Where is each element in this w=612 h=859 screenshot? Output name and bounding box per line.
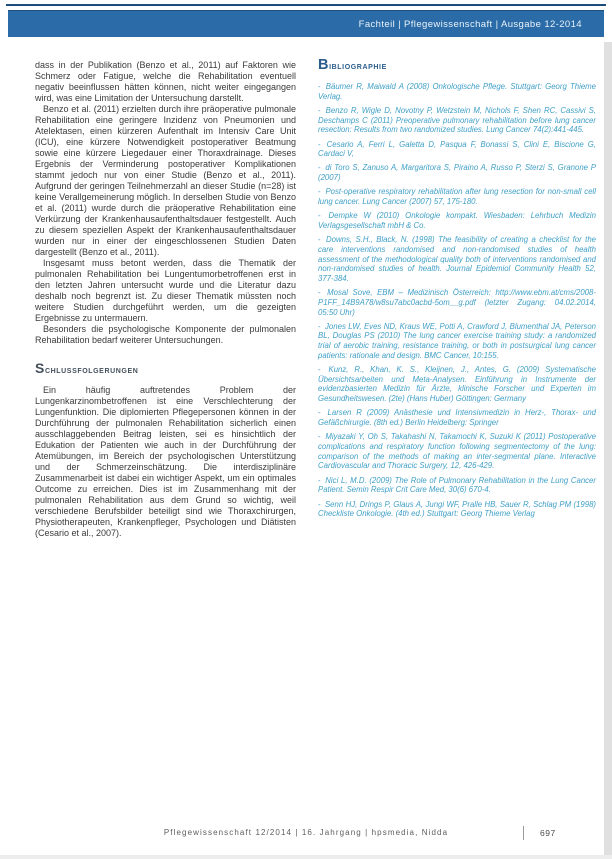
- page-edge-bottom: [0, 855, 612, 859]
- page-footer: [0, 826, 612, 842]
- bibliography-entry: - Senn HJ, Drings P, Glaus A, Jungi WF, Pralle HB, Sauer R, Schlag PM (1998) Checkliste Onkologie. (4th ed.) Stuttgart: Georg Thieme Verlag: [318, 499, 596, 519]
- bibliography-entry: - di Toro S, Zanuso A, Margaritora S, Piraino A, Russo P, Sterzi S, Granone P (2007): [318, 163, 596, 183]
- bibliography-entry: - Post-operative respiratory rehabilitation after lung resection for non-small cell lung cancer. Lung Cancer (2007) 57, 175-180.: [318, 187, 596, 207]
- bibliography-entry: - Kunz, R., Khan, K. S., Kleijnen, J., Antes, G. (2009) Systematische Übersichtsarbeiten und Meta-Analysen. Einführung in Instrumente der evidenzbasierten Medizin für Ärzte, klinische Forscher und Experten im Gesundheitswesen. (2te) (Hans Huber) Göttingen: Germany: [318, 365, 596, 404]
- body-paragraph: Besonders die psychologische Komponente der pulmonalen Rehabilitation bedarf weiterer Untersuchungen.: [35, 324, 296, 345]
- header-journal-info: Fachteil | Pflegewissenschaft | Ausgabe 12-2014: [358, 18, 582, 30]
- bibliography-entry-bullet: -: [318, 82, 321, 91]
- bibliography-entry: - Dempke W (2010) Onkologie kompakt. Wiesbaden: Lehrbuch Medizin Verlagsgesellschaft mbH & Co.: [318, 211, 596, 230]
- bibliography-entry-bullet: -: [318, 187, 321, 197]
- page-number: 697: [540, 828, 556, 838]
- bibliography-entry: - Jones LW, Eves ND, Kraus WE, Potti A, Crawford J, Blumenthal JA, Peterson BL, Douglas PS (2010) The lung cancer exercise training study: a randomized trial of aerobic training, resistance training, or both in postsurgical lung cancer patients: rationale and design. BMC Cancer, 10:155.: [318, 321, 596, 360]
- section-heading: Schlussfolgerungen: [35, 360, 139, 376]
- left-text-column: [35, 60, 296, 539]
- page-header-bar: [8, 10, 604, 37]
- bibliography-entry: - Cesario A, Ferri L, Galetta D, Pasqua F, Bonassi S, Clini E, Biscione G, Cardaci V,: [318, 139, 596, 159]
- body-paragraph: dass in der Publikation (Benzo et al., 2011) auf Faktoren wie Schmerz oder Fatigue, welche die Rehabilitation eventuell negativ beeinflussen hätten können, nicht weiter eingegangen wird, was eine Limitation der Untersuchung darstellt.: [35, 60, 296, 103]
- bibliography-entry: - Nici L, M.D. (2009) The Role of Pulmonary Rehabilitation in the Lung Cancer Patient. Semin Respir Crit Care Med, 30(6) 670-4.: [318, 475, 596, 495]
- page-edge-right: [604, 42, 612, 859]
- bibliography-entry-bullet: -: [318, 432, 321, 442]
- bibliography-entry-bullet: -: [318, 321, 321, 331]
- bibliography-entry-bullet: -: [318, 211, 321, 221]
- header-top-rule: [6, 4, 606, 6]
- bibliography-entry: - Larsen R (2009) Anästhesie und Intensivmedizin in Herz-, Thorax- und Gefäßchirurgie. (8th ed.) Berlin Heidelberg: Springer: [318, 408, 596, 428]
- bibliography-entry: - Bäumer R, Maiwald A (2008) Onkologische Pflege. Stuttgart: Georg Thieme Verlag.: [318, 82, 596, 101]
- body-paragraph: Insgesamt muss betont werden, dass die Thematik der pulmonalen Rehabilitation bei Lungentumorbetroffenen erst in den letzten Jahren untersucht wurde und die Literatur dazu deshalb noch begrenzt ist. Zu dieser Thematik müssten noch weitere Studien durchgeführt werden, um die gezeigten Ergebnisse zu untermauern.: [35, 258, 296, 323]
- bibliography-entry-bullet: -: [318, 288, 321, 298]
- left-column-blocks: [35, 60, 296, 539]
- bibliography-entry: - Mosal Sove, EBM – Medizinisch Österreich: http://www.ebm.at/cms/2008-P1FF_14B9A78/w8su7abc0acbd-5om__g.pdf (letzter Zugang: 04.02.2014, 05:50 Uhr): [318, 288, 596, 317]
- bibliography-entries: [318, 82, 596, 519]
- bibliography-entry-bullet: -: [318, 365, 321, 375]
- body-paragraph: Ein häufig auftretendes Problem der Lungenkarzinombetroffenen ist eine Verschlechterung der Lungenfunktion. Die diplomierten Pflegepersonen können in der Durchführung der pulmonalen Rehabilitation sicherlich einen ausschlaggebenden Beitrag leisten, sei es hinsichtlich der Edukation der Patienten wie auch in der Durchführung der Atemübungen, im Bereich der psychologischen Unterstützung und der Schmerzeinschätzung. Die interdisziplinäre Zusammenarbeit ist dabei ein wichtiger Aspekt, um ein optimales Outcome zu erreichen. Dies ist im Zusammenhang mit der pulmonalen Rehabilitation aus dem Grund so wichtig, weil verschiedene Berufsbilder beteiligt sind wie Thoraxchirurgen, Physiotherapeuten, Krankenpfleger, Psychologen und Diätisten (Cesario et al., 2007).: [35, 385, 296, 538]
- bibliography-entry-bullet: -: [318, 499, 321, 509]
- bibliography-entry: - Benzo R, Wigle D, Novotny P, Wetzstein M, Nichols F, Shen RC, Cassivi S, Deschamps C (2011) Preoperative pulmonary rehabilitation before lung cancer resection: Results from two randomized studies. Lung Cancer 74(2):441-445.: [318, 105, 596, 135]
- bibliography-entry-bullet: -: [318, 105, 321, 115]
- bibliography-entry-bullet: -: [318, 139, 321, 149]
- bibliography-heading: Bibliographie: [318, 57, 387, 73]
- bibliography-entry-bullet: -: [318, 163, 321, 173]
- bibliography-entry-bullet: -: [318, 235, 321, 245]
- body-paragraph: Benzo et al. (2011) erzielten durch ihre präoperative pulmonale Rehabilitation eine geringere Inzidenz von Pneumonien und Atelektasen, einen kürzeren Aufenthalt im Intensiv Care Unit (ICU), eine kürzere Notwendigkeit postoperativer Beatmung sowie eine kürzere Liegedauer einer Thoraxdrainage. Dieses Ergebnis der Verminderung postoperativer Komplikationen stammt jedoch nur von einer Studie (Benzo et al., 2011). Aufgrund der geringen Teilnehmerzahl an dieser Studie (n=28) ist keine Verallgemeinerung möglich. In derselben Studie von Benzo et al. (2011) wurde durch die präoperative Rehabilitation eine Verkürzung der Krankenhausaufenthaltsdauer festgestellt. Auch zu diesem speziellen Aspekt der Krankenhausaufenthaltsdauer wurden nur in einer der eingeschlossenen Studien Daten dargestellt (Benzo et al., 2011).: [35, 104, 296, 257]
- right-text-column: [318, 57, 596, 523]
- footer-divider: [523, 826, 524, 840]
- bibliography-entry-bullet: -: [318, 475, 321, 485]
- bibliography-entry-bullet: -: [318, 408, 321, 418]
- footer-journal-line: Pflegewissenschaft 12/2014 | 16. Jahrgang | hpsmedia, Nidda: [163, 828, 449, 837]
- bibliography-entry: - Miyazaki Y, Oh S, Takahashi N, Takamochi K, Suzuki K (2011) Postoperative complications and respiratory function following segmentectomy of the lung: comparison of the methods of making an inter-segmental plane. Interactive Cardiovascular and Thoracic Surgery, 12, 426-429.: [318, 432, 596, 471]
- bibliography-entry: - Downs, S.H., Black, N. (1998) The feasibility of creating a checklist for the care interventions randomised and non-randomised studies of health assessment of the methodological quality both of interventions randomised and non-randomised studies of health. Journal Epidemiol Community Health 52, 377-384.: [318, 235, 596, 283]
